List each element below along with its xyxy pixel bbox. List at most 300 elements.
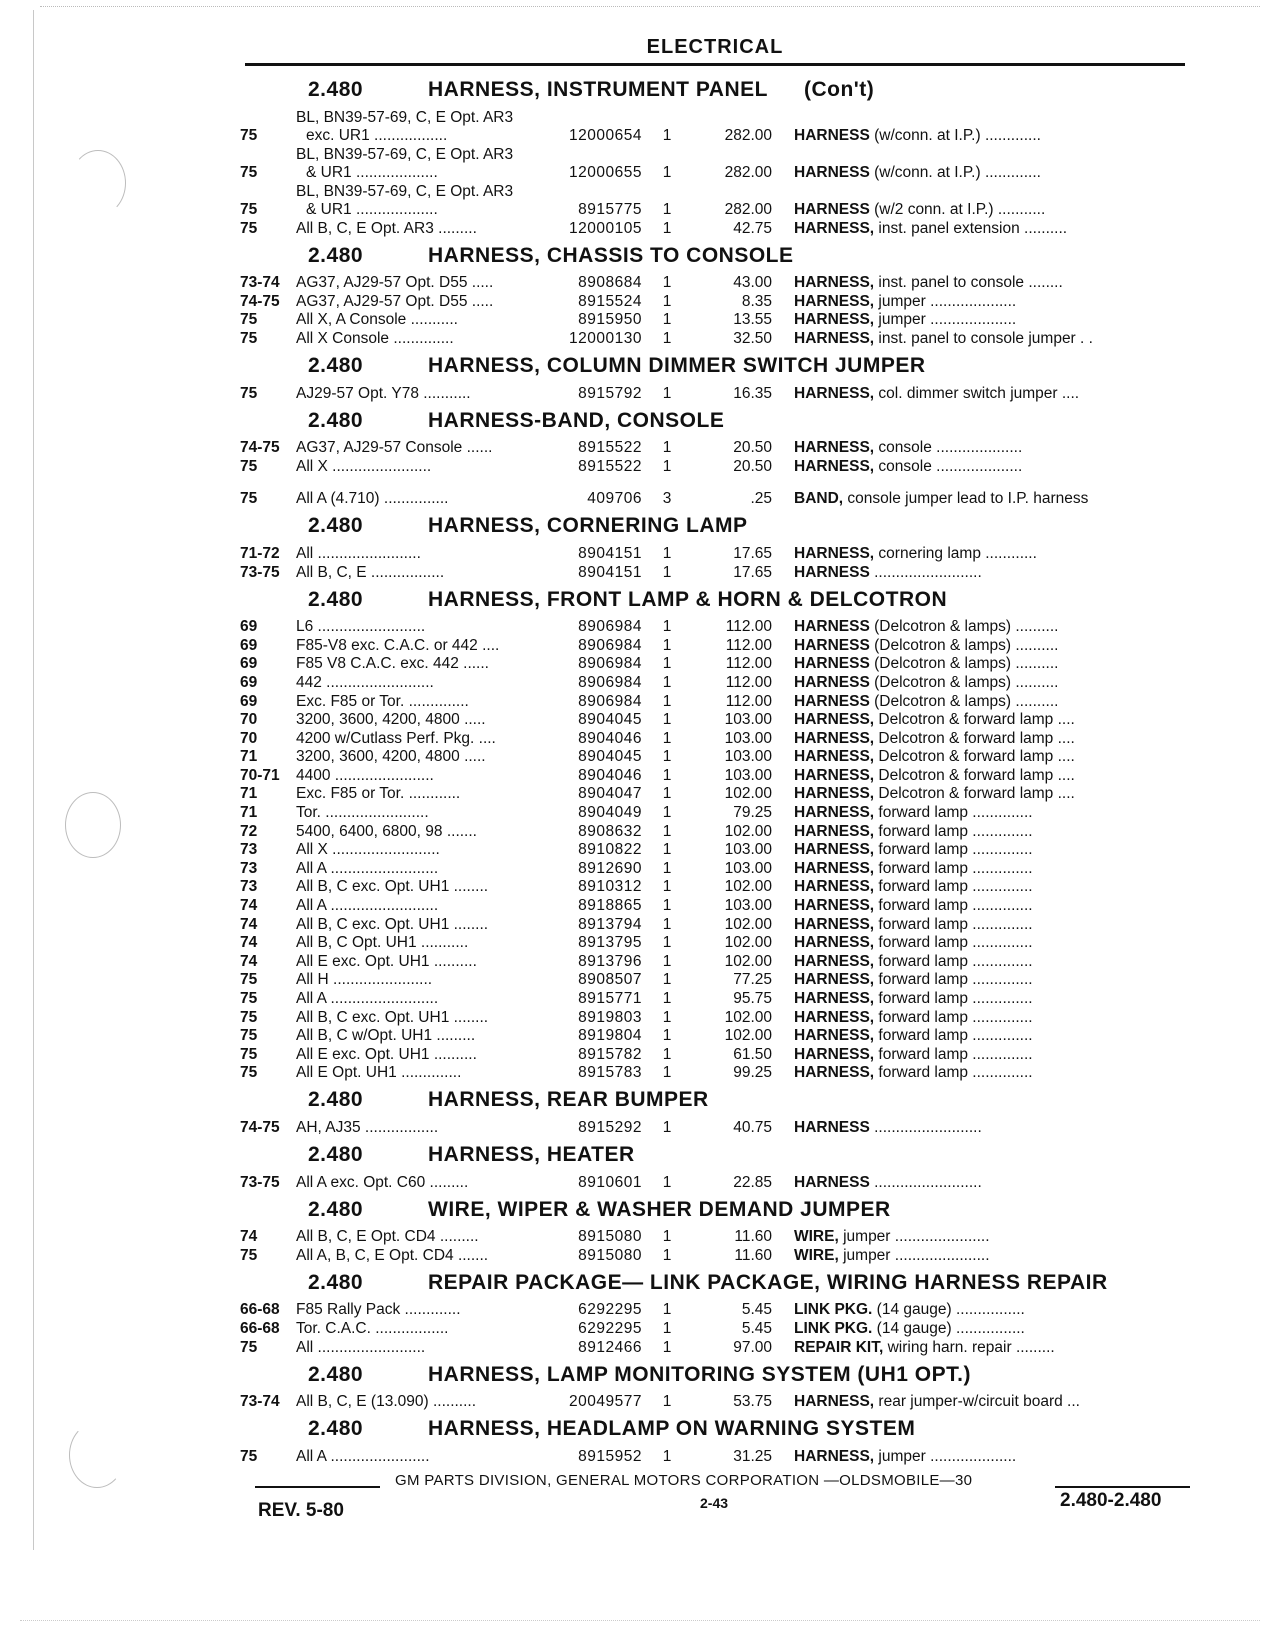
parts-row xyxy=(240,636,1200,655)
parts-row xyxy=(240,971,1200,990)
part-number: 8904151 xyxy=(578,563,642,581)
description-noun: HARNESS, xyxy=(794,1447,875,1465)
part-number: 6292295 xyxy=(578,1319,642,1337)
description-detail: forward lamp .............. xyxy=(874,841,1033,859)
year-range: 75 xyxy=(240,990,258,1007)
description-detail: forward lamp .............. xyxy=(874,859,1033,877)
description xyxy=(772,1393,1154,1411)
description-detail: (Delcotron & lamps) .......... xyxy=(869,618,1059,636)
part-number: 8910822 xyxy=(578,841,642,859)
description-noun: WIRE, xyxy=(794,1246,839,1264)
application-text: F85-V8 exc. C.A.C. or 442 .... xyxy=(296,636,500,654)
description xyxy=(772,1228,1154,1246)
description xyxy=(772,860,1154,878)
parts-row xyxy=(240,1027,1200,1046)
application xyxy=(296,220,562,238)
year-range: 74-75 xyxy=(240,1118,280,1136)
application-text: All A (4.710) ............... xyxy=(296,490,449,508)
description xyxy=(772,490,1154,508)
description xyxy=(772,841,1154,859)
parts-row xyxy=(240,384,1200,403)
section-title: WIRE, WIPER & WASHER DEMAND JUMPER xyxy=(428,1197,891,1221)
part-number: 8904049 xyxy=(578,804,642,822)
description-noun: HARNESS, xyxy=(794,1027,875,1045)
application xyxy=(296,1027,562,1045)
description xyxy=(772,1009,1154,1027)
description-noun: HARNESS xyxy=(794,1173,870,1191)
parts-row xyxy=(240,439,1200,458)
description-noun: HARNESS xyxy=(794,636,870,654)
scan-top-edge xyxy=(40,6,1260,7)
punch-hole xyxy=(69,1422,125,1488)
part-number: 8908507 xyxy=(578,971,642,989)
description-detail: forward lamp .............. xyxy=(874,878,1033,896)
part-number: 8915782 xyxy=(578,1045,642,1063)
description-detail: (w/2 conn. at I.P.) ........... xyxy=(869,201,1046,218)
description-noun: HARNESS, xyxy=(794,952,875,970)
year-range: 75 xyxy=(240,201,258,218)
parts-row xyxy=(240,896,1200,915)
price: 61.50 xyxy=(733,1045,772,1063)
part-number: 8904045 xyxy=(578,711,642,729)
price: 103.00 xyxy=(724,711,772,729)
description-detail: rear jumper-w/circuit board ... xyxy=(874,1393,1080,1411)
price: 11.60 xyxy=(734,1246,772,1264)
year-range: 74-75 xyxy=(240,439,280,457)
part-number: 8915771 xyxy=(578,990,642,1007)
part-number: 8915792 xyxy=(578,384,642,402)
part-number: 8915522 xyxy=(578,439,642,457)
description-detail: inst. panel to console jumper . . xyxy=(874,329,1093,347)
description-noun: HARNESS xyxy=(794,655,870,673)
description xyxy=(772,1448,1154,1466)
application-continued: exc. UR1 ................. xyxy=(306,127,448,144)
application xyxy=(296,330,562,348)
description-detail: forward lamp .............. xyxy=(874,897,1033,915)
part-number: 8904046 xyxy=(578,766,642,784)
description-noun: HARNESS, xyxy=(794,457,875,475)
part-number: 8915292 xyxy=(578,1118,642,1136)
application xyxy=(296,1448,562,1466)
description xyxy=(772,637,1154,655)
price: 95.75 xyxy=(733,990,772,1007)
application xyxy=(296,860,562,878)
application-text: All B, C Opt. UH1 ........... xyxy=(296,934,469,952)
year-range: 74 xyxy=(240,897,258,915)
description-noun: HARNESS, xyxy=(794,804,875,822)
year-range: 73 xyxy=(240,878,258,896)
year-range: 75 xyxy=(240,1447,258,1465)
price: 43.00 xyxy=(733,274,772,292)
section-heading xyxy=(240,1363,1200,1393)
parts-row xyxy=(240,457,1200,476)
quantity: 1 xyxy=(662,1008,672,1026)
description-detail: (Delcotron & lamps) .......... xyxy=(869,655,1059,673)
application xyxy=(296,1119,562,1137)
application-text: Exc. F85 or Tor. ............ xyxy=(296,785,461,803)
section-heading xyxy=(240,1198,1200,1228)
description-noun: HARNESS xyxy=(794,673,870,691)
part-number: 8904046 xyxy=(578,729,642,747)
application-text: All H ....................... xyxy=(296,971,433,989)
part-number: 8904151 xyxy=(578,544,642,562)
application xyxy=(296,385,562,403)
price: 103.00 xyxy=(724,897,772,915)
description-noun: HARNESS xyxy=(794,164,870,181)
description xyxy=(772,127,1154,145)
quantity: 1 xyxy=(662,1228,672,1246)
year-range: 75 xyxy=(240,219,258,237)
description-detail: jumper .................... xyxy=(874,1447,1017,1465)
year-range: 75 xyxy=(240,1008,258,1026)
description-detail: forward lamp .............. xyxy=(874,1008,1033,1026)
description-detail: (14 gauge) ................ xyxy=(872,1319,1025,1337)
section-heading xyxy=(240,514,1200,544)
description xyxy=(772,990,1154,1008)
application xyxy=(296,767,562,785)
description-detail: forward lamp .............. xyxy=(874,952,1033,970)
part-number: 8919803 xyxy=(578,1008,642,1026)
price: 99.25 xyxy=(733,1064,772,1082)
part-number: 8915775 xyxy=(578,201,642,218)
quantity: 1 xyxy=(662,897,672,915)
description-detail: cornering lamp ............ xyxy=(874,544,1037,562)
price: 97.00 xyxy=(733,1338,772,1356)
scan-margin-line xyxy=(33,10,34,1550)
description-detail: col. dimmer switch jumper .... xyxy=(874,384,1080,402)
application-text: All ......................... xyxy=(296,1338,426,1356)
quantity: 1 xyxy=(662,201,672,218)
part-number: 8906984 xyxy=(578,673,642,691)
year-range: 69 xyxy=(240,673,258,691)
parts-row xyxy=(240,915,1200,934)
year-range: 74 xyxy=(240,1228,258,1246)
description-detail: console .................... xyxy=(874,439,1023,457)
application-text: All A ....................... xyxy=(296,1447,430,1465)
application xyxy=(296,564,562,582)
application xyxy=(296,655,562,673)
price: 40.75 xyxy=(733,1118,772,1136)
description xyxy=(772,693,1154,711)
parts-row xyxy=(240,766,1200,785)
quantity: 1 xyxy=(662,618,672,636)
year-range: 73 xyxy=(240,841,258,859)
part-number: 12000105 xyxy=(569,219,642,237)
description-detail: (Delcotron & lamps) .......... xyxy=(869,636,1059,654)
section-heading xyxy=(240,409,1200,439)
quantity: 1 xyxy=(662,164,672,181)
description-noun: HARNESS, xyxy=(794,785,875,803)
page-title: ELECTRICAL xyxy=(646,36,784,58)
application-text: AG37, AJ29-57 Console ...... xyxy=(296,439,493,457)
description-noun: HARNESS, xyxy=(794,897,875,915)
year-range: 69 xyxy=(240,692,258,710)
parts-row xyxy=(240,859,1200,878)
application-text: All X ......................... xyxy=(296,841,440,859)
description-detail: jumper .................... xyxy=(874,311,1017,329)
description-noun: HARNESS, xyxy=(794,439,875,457)
parts-row xyxy=(240,1045,1200,1064)
application-text: Tor. C.A.C. ................. xyxy=(296,1319,449,1337)
description xyxy=(772,767,1154,785)
parts-row xyxy=(240,934,1200,953)
price: 77.25 xyxy=(733,971,772,989)
application-text: All X, A Console ........... xyxy=(296,311,458,329)
application xyxy=(296,1339,562,1357)
description-detail: Delcotron & forward lamp .... xyxy=(874,729,1075,747)
description xyxy=(772,1027,1154,1045)
application-text: All E exc. Opt. UH1 .......... xyxy=(296,1045,477,1063)
price: 103.00 xyxy=(724,841,772,859)
section-heading xyxy=(240,1271,1200,1301)
description-noun: HARNESS, xyxy=(794,1064,875,1082)
section-number: 2.480 xyxy=(308,408,364,432)
section-heading xyxy=(240,354,1200,384)
price: 42.75 xyxy=(733,219,772,237)
part-number: 8915952 xyxy=(578,1447,642,1465)
description-noun: HARNESS, xyxy=(794,544,875,562)
price: 102.00 xyxy=(724,1008,772,1026)
quantity: 1 xyxy=(662,1393,672,1411)
application xyxy=(296,637,562,655)
quantity: 1 xyxy=(662,1338,672,1356)
year-range: 75 xyxy=(240,311,258,329)
section-number: 2.480 xyxy=(308,1142,364,1166)
description xyxy=(772,564,1154,582)
application-text: AG37, AJ29-57 Opt. D55 ..... xyxy=(296,292,494,310)
year-range: 70 xyxy=(240,729,258,747)
footer-revision: REV. 5-80 xyxy=(258,1500,344,1521)
application-text: Exc. F85 or Tor. .............. xyxy=(296,692,469,710)
application-text: 4400 ....................... xyxy=(296,766,434,784)
year-range: 75 xyxy=(240,164,258,181)
year-range: 74 xyxy=(240,952,258,970)
description-noun: HARNESS, xyxy=(794,841,875,859)
application-text: All B, C exc. Opt. UH1 ........ xyxy=(296,915,489,933)
quantity: 1 xyxy=(662,878,672,896)
description xyxy=(772,274,1154,292)
description xyxy=(772,1320,1154,1338)
description xyxy=(772,618,1154,636)
description xyxy=(772,711,1154,729)
application xyxy=(296,971,562,989)
application xyxy=(296,293,562,311)
description-detail: Delcotron & forward lamp .... xyxy=(874,748,1075,766)
application xyxy=(296,1064,562,1082)
year-range: 70-71 xyxy=(240,766,280,784)
description xyxy=(772,439,1154,457)
application-text: 5400, 6400, 6800, 98 ....... xyxy=(296,822,477,840)
price: 102.00 xyxy=(724,785,772,803)
description xyxy=(772,878,1154,896)
description-detail: forward lamp .............. xyxy=(874,971,1033,989)
description xyxy=(772,330,1154,348)
year-range: 75 xyxy=(240,329,258,347)
parts-row xyxy=(240,785,1200,804)
quantity: 1 xyxy=(662,384,672,402)
quantity: 1 xyxy=(662,1319,672,1337)
year-range: 75 xyxy=(240,1246,258,1264)
part-number: 8906984 xyxy=(578,618,642,636)
application-text: 3200, 3600, 4200, 4800 ..... xyxy=(296,748,486,766)
parts-row xyxy=(240,182,1200,219)
application xyxy=(296,1228,562,1246)
application-text: AJ29-57 Opt. Y78 ........... xyxy=(296,384,471,402)
year-range: 74 xyxy=(240,934,258,952)
quantity: 1 xyxy=(662,1173,672,1191)
description-noun: HARNESS, xyxy=(794,934,875,952)
description-detail: Delcotron & forward lamp .... xyxy=(874,785,1075,803)
description xyxy=(772,293,1154,311)
price: 31.25 xyxy=(733,1447,772,1465)
parts-row xyxy=(240,490,1200,509)
part-number: 12000130 xyxy=(569,329,642,347)
parts-row xyxy=(240,822,1200,841)
parts-row xyxy=(240,748,1200,767)
application-text: 3200, 3600, 4200, 4800 ..... xyxy=(296,711,486,729)
description xyxy=(772,1247,1154,1265)
price: 112.00 xyxy=(725,636,772,654)
year-range: 71-72 xyxy=(240,544,280,562)
application xyxy=(296,693,562,711)
section-suffix: (Con't) xyxy=(803,78,875,101)
price: 32.50 xyxy=(733,329,772,347)
application-text: BL, BN39-57-69, C, E Opt. AR3 xyxy=(296,183,514,200)
part-number: 8913796 xyxy=(578,952,642,970)
quantity: 1 xyxy=(662,1301,672,1319)
application xyxy=(296,1301,562,1319)
description-detail: inst. panel to console ........ xyxy=(874,274,1063,292)
application-text: AG37, AJ29-57 Opt. D55 ..... xyxy=(296,274,494,292)
description-detail: (Delcotron & lamps) .......... xyxy=(869,673,1059,691)
description-noun: BAND, xyxy=(794,490,844,508)
quantity: 1 xyxy=(662,636,672,654)
punch-hole xyxy=(65,792,121,858)
section-number: 2.480 xyxy=(308,1362,364,1386)
description xyxy=(772,311,1154,329)
section-number: 2.480 xyxy=(308,514,364,538)
part-number: 12000654 xyxy=(569,127,642,144)
part-number: 8913794 xyxy=(578,915,642,933)
parts-listing xyxy=(240,72,1200,1466)
description-noun: HARNESS, xyxy=(794,878,875,896)
description xyxy=(772,916,1154,934)
parts-row xyxy=(240,1319,1200,1338)
application-text: 442 ......................... xyxy=(296,673,434,691)
part-number: 8915524 xyxy=(578,292,642,310)
quantity: 1 xyxy=(662,841,672,859)
part-number: 12000655 xyxy=(569,164,642,181)
price: 8.35 xyxy=(741,292,772,310)
application-text: 4200 w/Cutlass Perf. Pkg. .... xyxy=(296,729,496,747)
section-title: HARNESS, FRONT LAMP & HORN & DELCOTRON xyxy=(428,587,948,611)
quantity: 1 xyxy=(662,766,672,784)
description-noun: HARNESS, xyxy=(794,971,875,989)
application-text: BL, BN39-57-69, C, E Opt. AR3 xyxy=(296,146,514,163)
application-text: All E exc. Opt. UH1 .......... xyxy=(296,952,477,970)
parts-row xyxy=(240,952,1200,971)
year-range: 71 xyxy=(240,785,258,803)
price: 102.00 xyxy=(724,934,772,952)
description-detail: jumper ...................... xyxy=(838,1228,990,1246)
application xyxy=(296,458,562,476)
description xyxy=(772,220,1154,238)
price: 5.45 xyxy=(741,1301,772,1319)
description-noun: LINK PKG. xyxy=(794,1301,873,1319)
application xyxy=(296,785,562,803)
year-range: 74 xyxy=(240,915,258,933)
price: 282.00 xyxy=(724,127,772,144)
parts-row xyxy=(240,1118,1200,1137)
application-text: All E Opt. UH1 .............. xyxy=(296,1064,462,1082)
description-detail: inst. panel extension .......... xyxy=(874,219,1068,237)
parts-row xyxy=(240,311,1200,330)
application xyxy=(296,274,562,292)
description-detail: forward lamp .............. xyxy=(874,1027,1033,1045)
description-noun: HARNESS xyxy=(794,201,870,218)
description-noun: HARNESS, xyxy=(794,1045,875,1063)
application-text: All B, C, E Opt. AR3 ......... xyxy=(296,219,477,237)
description-detail: jumper ...................... xyxy=(838,1246,990,1264)
application xyxy=(296,953,562,971)
description-detail: (w/conn. at I.P.) ............. xyxy=(869,127,1041,144)
section-number: 2.480 xyxy=(308,1270,364,1294)
application xyxy=(296,1247,562,1265)
description-noun: HARNESS, xyxy=(794,915,875,933)
price: 112.00 xyxy=(725,673,772,691)
parts-row xyxy=(240,145,1200,182)
price: 103.00 xyxy=(724,748,772,766)
description-noun: HARNESS, xyxy=(794,748,875,766)
year-range: 75 xyxy=(240,1027,258,1045)
application-continued: & UR1 ................... xyxy=(306,164,438,181)
parts-row xyxy=(240,655,1200,674)
quantity: 1 xyxy=(662,544,672,562)
parts-row xyxy=(240,1246,1200,1265)
description xyxy=(772,971,1154,989)
section-title: HARNESS, INSTRUMENT PANEL xyxy=(428,78,768,101)
parts-row xyxy=(240,108,1200,145)
price: .25 xyxy=(750,490,772,508)
quantity: 1 xyxy=(662,219,672,237)
price: 53.75 xyxy=(733,1393,772,1411)
parts-row xyxy=(240,673,1200,692)
part-number: 8906984 xyxy=(578,636,642,654)
year-range: 73-74 xyxy=(240,274,280,292)
application xyxy=(296,1174,562,1192)
application-text: F85 Rally Pack ............. xyxy=(296,1301,461,1319)
footer-range: 2.480-2.480 xyxy=(1060,1490,1162,1511)
parts-row xyxy=(240,1338,1200,1357)
description-detail: ......................... xyxy=(869,1173,982,1191)
quantity: 1 xyxy=(662,729,672,747)
price: 103.00 xyxy=(724,859,772,877)
price: 103.00 xyxy=(724,766,772,784)
description-detail: ......................... xyxy=(869,563,982,581)
quantity: 1 xyxy=(662,127,672,144)
part-number: 8906984 xyxy=(578,692,642,710)
part-number: 8915950 xyxy=(578,311,642,329)
description-noun: HARNESS, xyxy=(794,729,875,747)
description-detail: Delcotron & forward lamp .... xyxy=(874,711,1075,729)
part-number: 8904045 xyxy=(578,748,642,766)
application xyxy=(296,823,562,841)
description xyxy=(772,897,1154,915)
price: 79.25 xyxy=(733,804,772,822)
parts-row xyxy=(240,1008,1200,1027)
quantity: 1 xyxy=(662,292,672,310)
application-text: All ........................ xyxy=(296,544,421,562)
